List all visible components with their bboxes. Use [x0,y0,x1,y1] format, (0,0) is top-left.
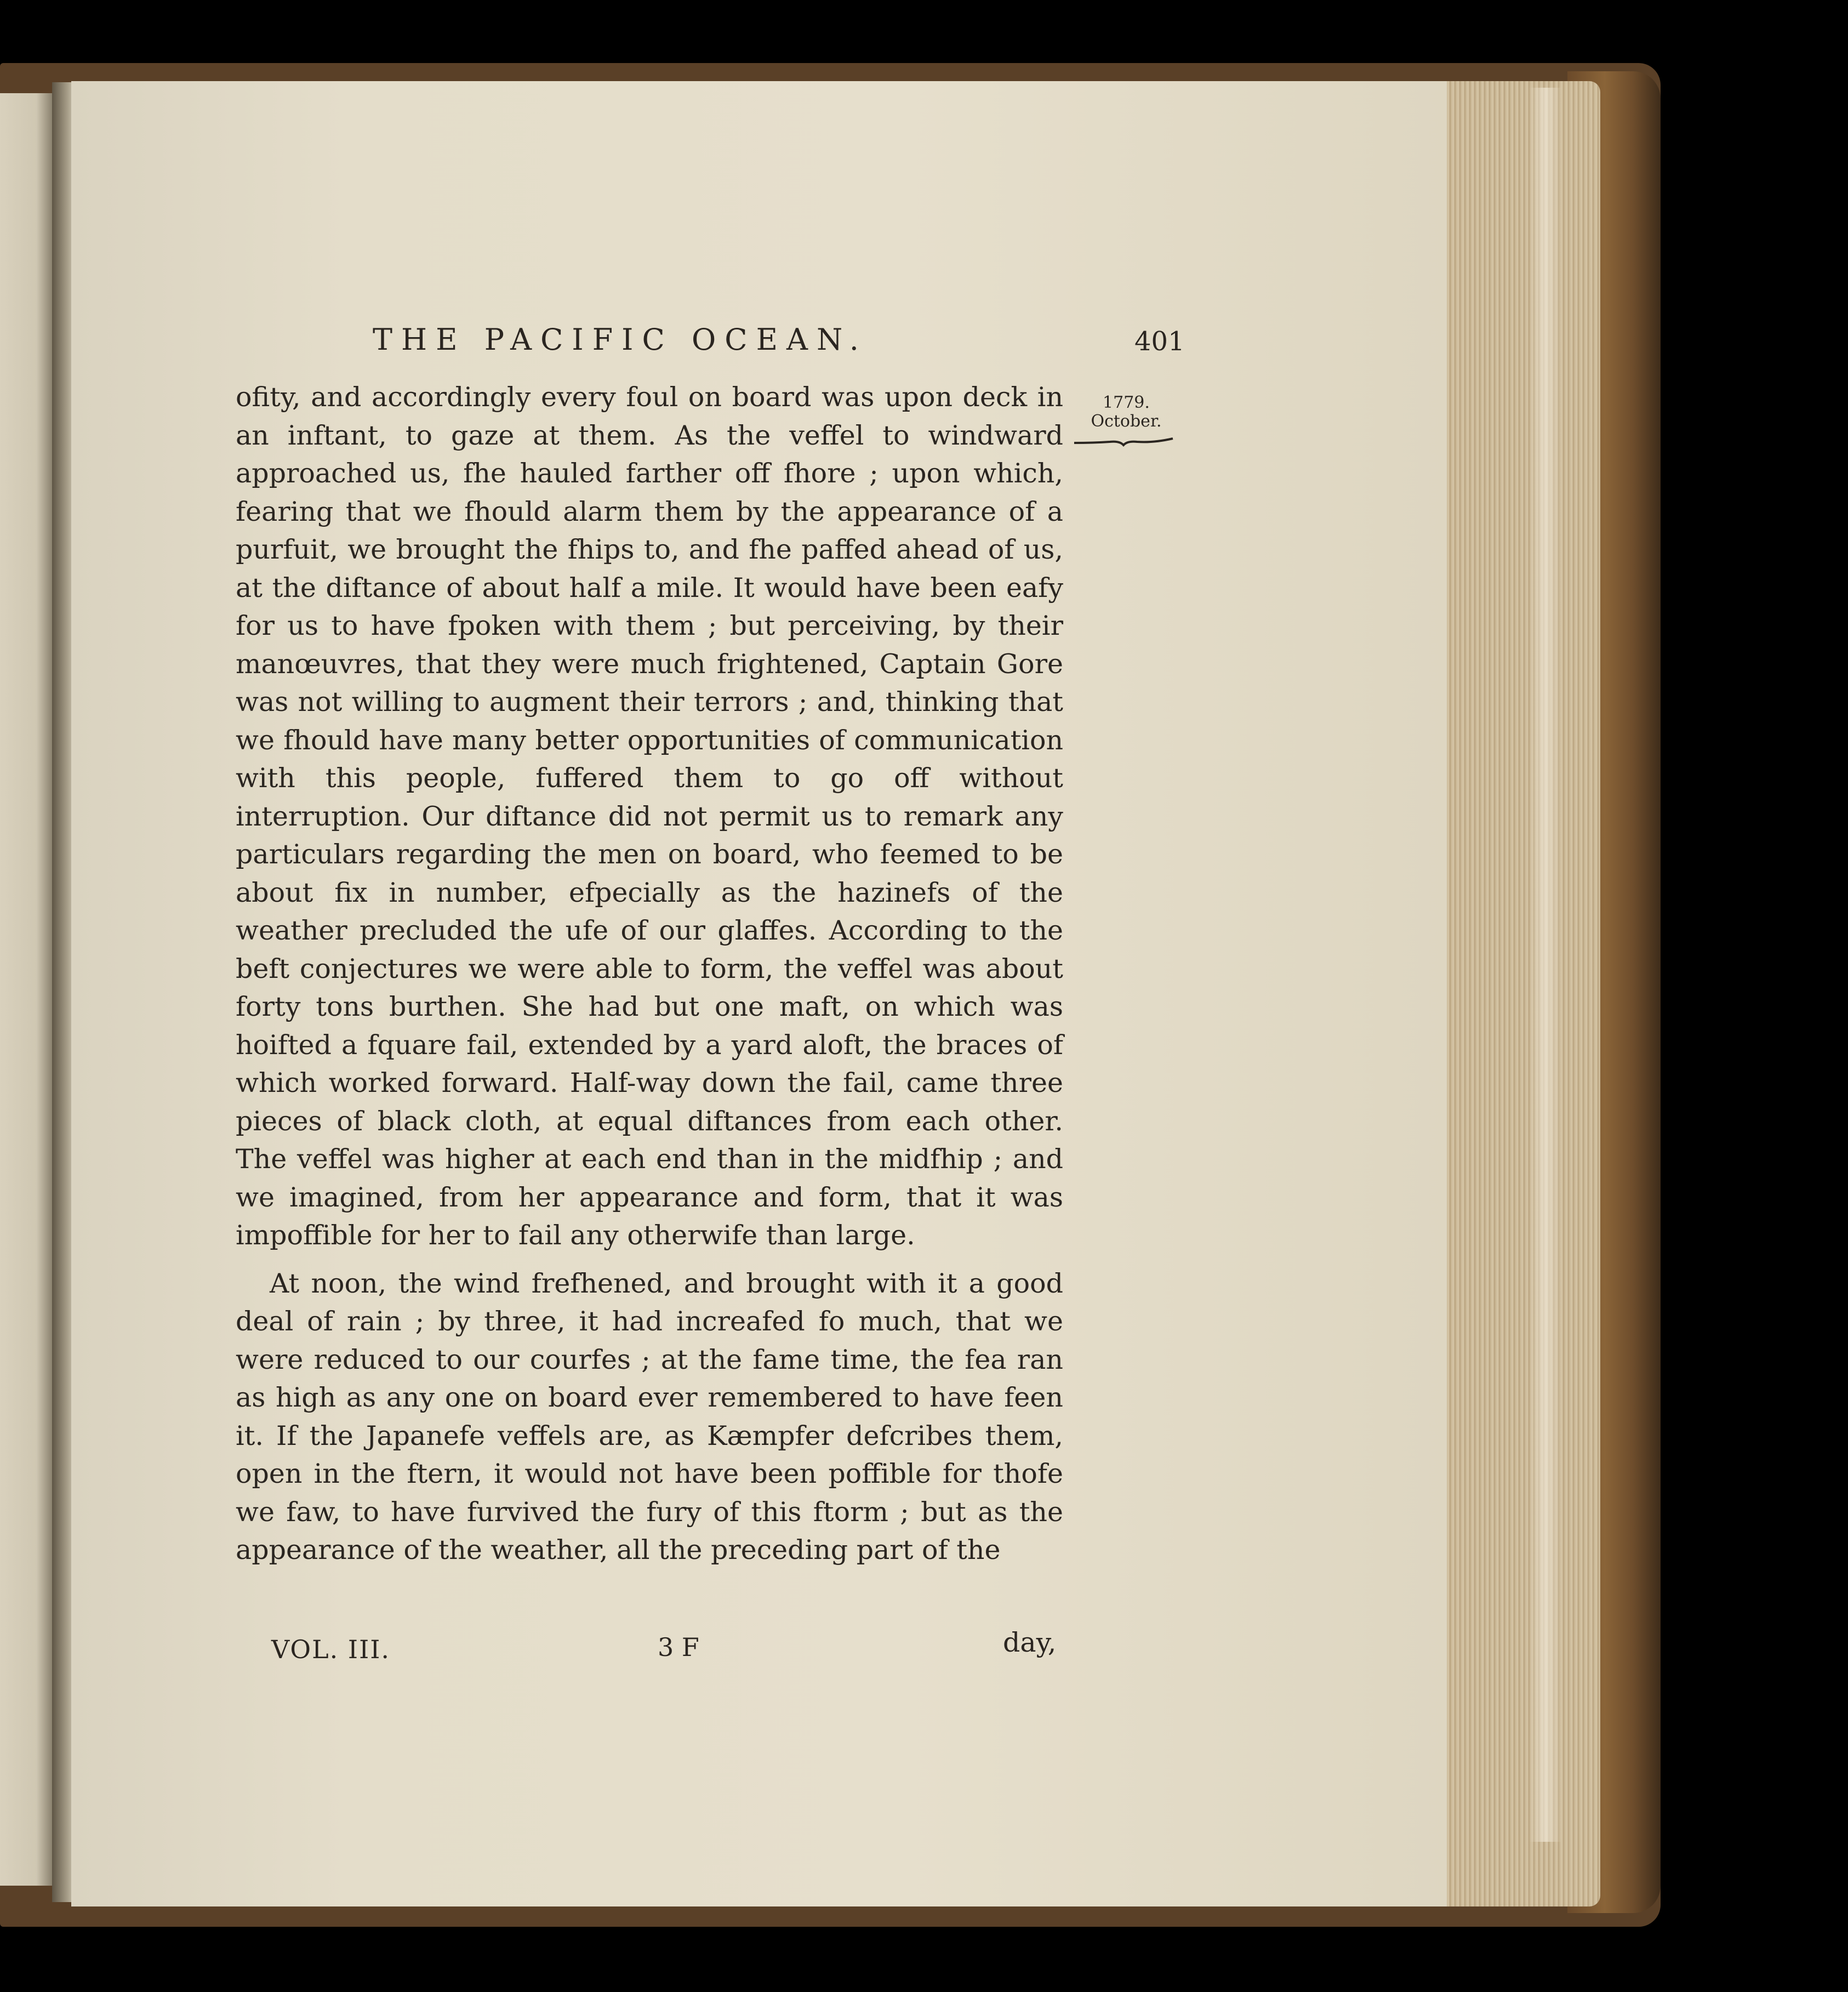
volume-label: VOL. III. [271,1635,391,1664]
catchword: day, [1003,1627,1057,1658]
margin-note [1091,394,1162,431]
fore-edge-highlight [1529,88,1562,1842]
left-page-edge [0,93,52,1886]
margin-note-year: 1779. [1103,393,1150,412]
page-fore-edge [1447,81,1600,1906]
body-text [236,378,1063,1569]
margin-note-month: October. [1091,412,1162,431]
margin-brace-icon [1071,433,1176,449]
running-head: THE PACIFIC OCEAN. [373,322,868,357]
page-number: 401 [1134,326,1185,357]
signature-mark: 3 F [658,1632,699,1662]
paragraph-2: At noon, the wind frefhened, and brought with it a good deal of rain ; by three, it had increafed fo much, that we were reduced to our courfes ; at the fame time, the fea ran as high as any one on board ever remembered to have feen it. If the Japanefe veffels are, as Kæmpfer defcribes them, open in the ftern, it would not have been poffible for thofe we faw, to have furvived the fury of this ftorm ; but as the appearance of the weather, all the preceding part of the [236,1267,1063,1566]
paragraph-1: ofity, and accordingly every foul on board was upon deck in an inftant, to gaze at them. As the veffel to windward approached us, fhe hauled farther off fhore ; upon which, fearing that we fhould alarm them by the appearance of a purfuit, we brought the fhips to, and fhe paffed ahead of us, at the diftance of about half a mile. It would have been eafy for us to have fpoken with them ; but perceiving, by their manœuvres, that they were much frightened, Captain Gore was not willing to augment their terrors ; and, thinking that we fhould have many better opportunities of communication with this people, fuffered them to go off without interruption. Our diftance did not permit us to remark any particulars regarding the men on board, who feemed to be about fix in number, efpecially as the hazinefs of the weather precluded the ufe of our glaffes. According to the beft conjectures we were able to form, the veffel was about forty tons burthen. She had but one maft, on which was hoifted a fquare fail, extended by a yard aloft, the braces of which worked forward. Half-way down the fail, came three pieces of black cloth, at equal diftances from each other. The veffel was higher at each end than in the midfhip ; and we imagined, from her appearance and form, that it was impoffible for her to fail any otherwife than large. [236,382,1063,1251]
